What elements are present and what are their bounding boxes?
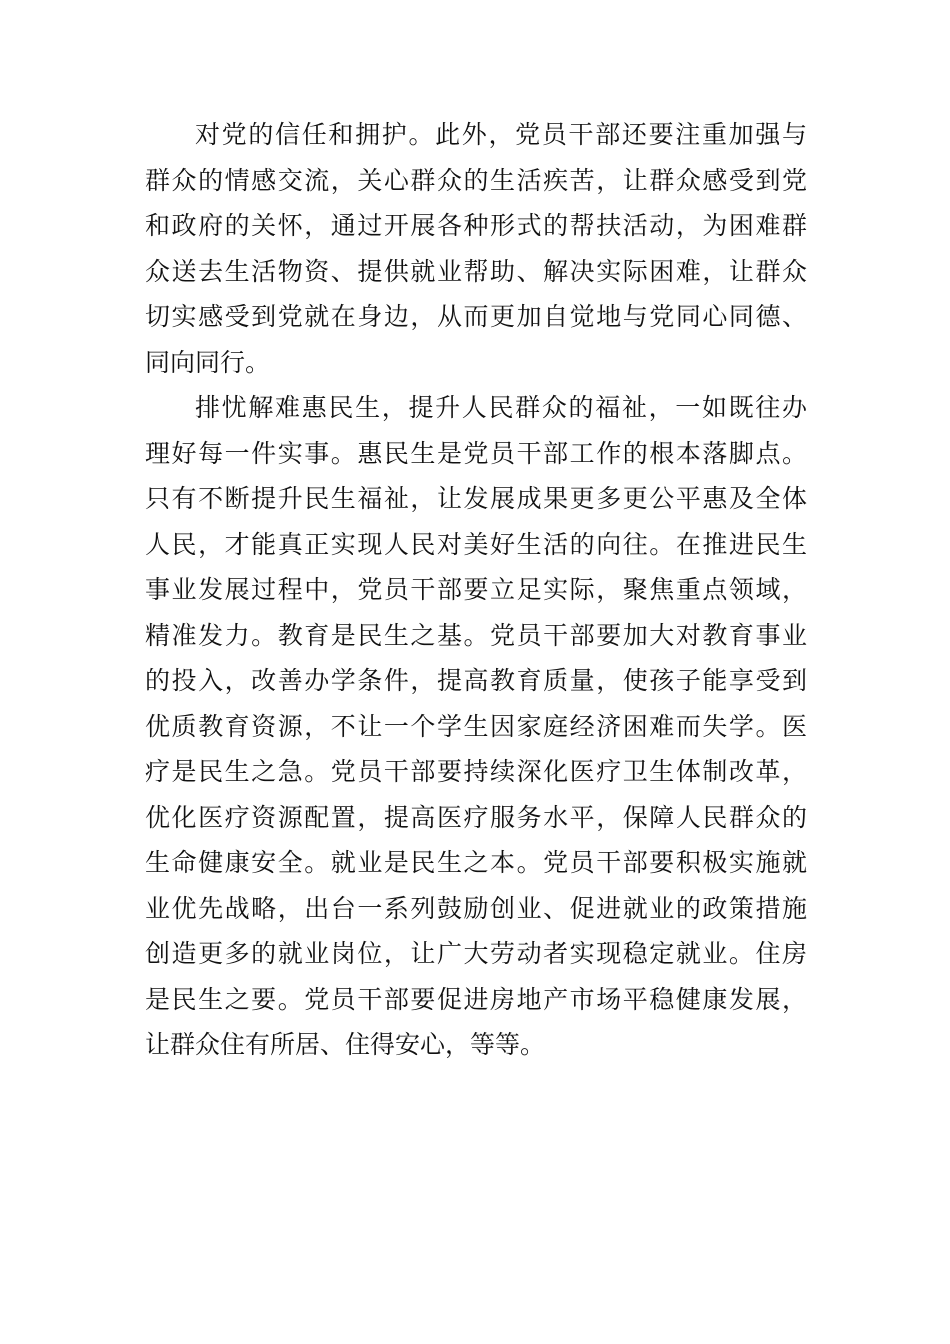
text-line: 疗是民生之急。党员干部要持续深化医疗卫生体制改革， <box>145 757 807 786</box>
text-line: 创造更多的就业岗位，让广大劳动者实现稳定就业。住房 <box>145 939 807 968</box>
text-line: 众送去生活物资、提供就业帮助、解决实际困难，让群众 <box>145 256 807 286</box>
text-line: 理好每一件实事。惠民生是党员干部工作的根本落脚点。 <box>145 438 807 468</box>
text-line: 群众的情感交流，关心群众的生活疾苦，让群众感受到党 <box>145 165 807 195</box>
body-text <box>145 112 807 1068</box>
text-line: 切实感受到党就在身边，从而更加自觉地与党同心同德、 <box>145 302 807 331</box>
text-line: 事业发展过程中，党员干部要立足实际，聚焦重点领域， <box>145 575 807 604</box>
text-line: 优化医疗资源配置，提高医疗服务水平，保障人民群众的 <box>145 802 807 832</box>
text-line: 对党的信任和拥护。此外，党员干部还要注重加强与 <box>195 120 807 149</box>
text-line: 生命健康安全。就业是民生之本。党员干部要积极实施就 <box>145 848 807 877</box>
text-line: 和政府的关怀，通过开展各种形式的帮扶活动，为困难群 <box>145 211 807 240</box>
text-line: 的投入，改善办学条件，提高教育质量，使孩子能享受到 <box>145 666 807 695</box>
text-line: 精准发力。教育是民生之基。党员干部要加大对教育事业 <box>145 620 807 650</box>
paragraph-2 <box>145 385 807 1068</box>
text-line: 业优先战略，出台一系列鼓励创业、促进就业的政策措施 <box>145 893 807 923</box>
text-line: 是民生之要。党员干部要促进房地产市场平稳健康发展， <box>145 984 807 1014</box>
text-line: 同向同行。 <box>145 347 271 377</box>
text-line: 排忧解难惠民生，提升人民群众的福祉，一如既往办 <box>195 393 807 422</box>
paragraph-1 <box>145 112 807 385</box>
text-line: 只有不断提升民生福祉，让发展成果更多更公平惠及全体 <box>145 484 807 513</box>
text-line: 优质教育资源，不让一个学生因家庭经济困难而失学。医 <box>145 711 807 741</box>
text-line: 让群众住有所居、住得安心，等等。 <box>145 1030 546 1059</box>
text-line: 人民，才能真正实现人民对美好生活的向往。在推进民生 <box>145 529 807 559</box>
